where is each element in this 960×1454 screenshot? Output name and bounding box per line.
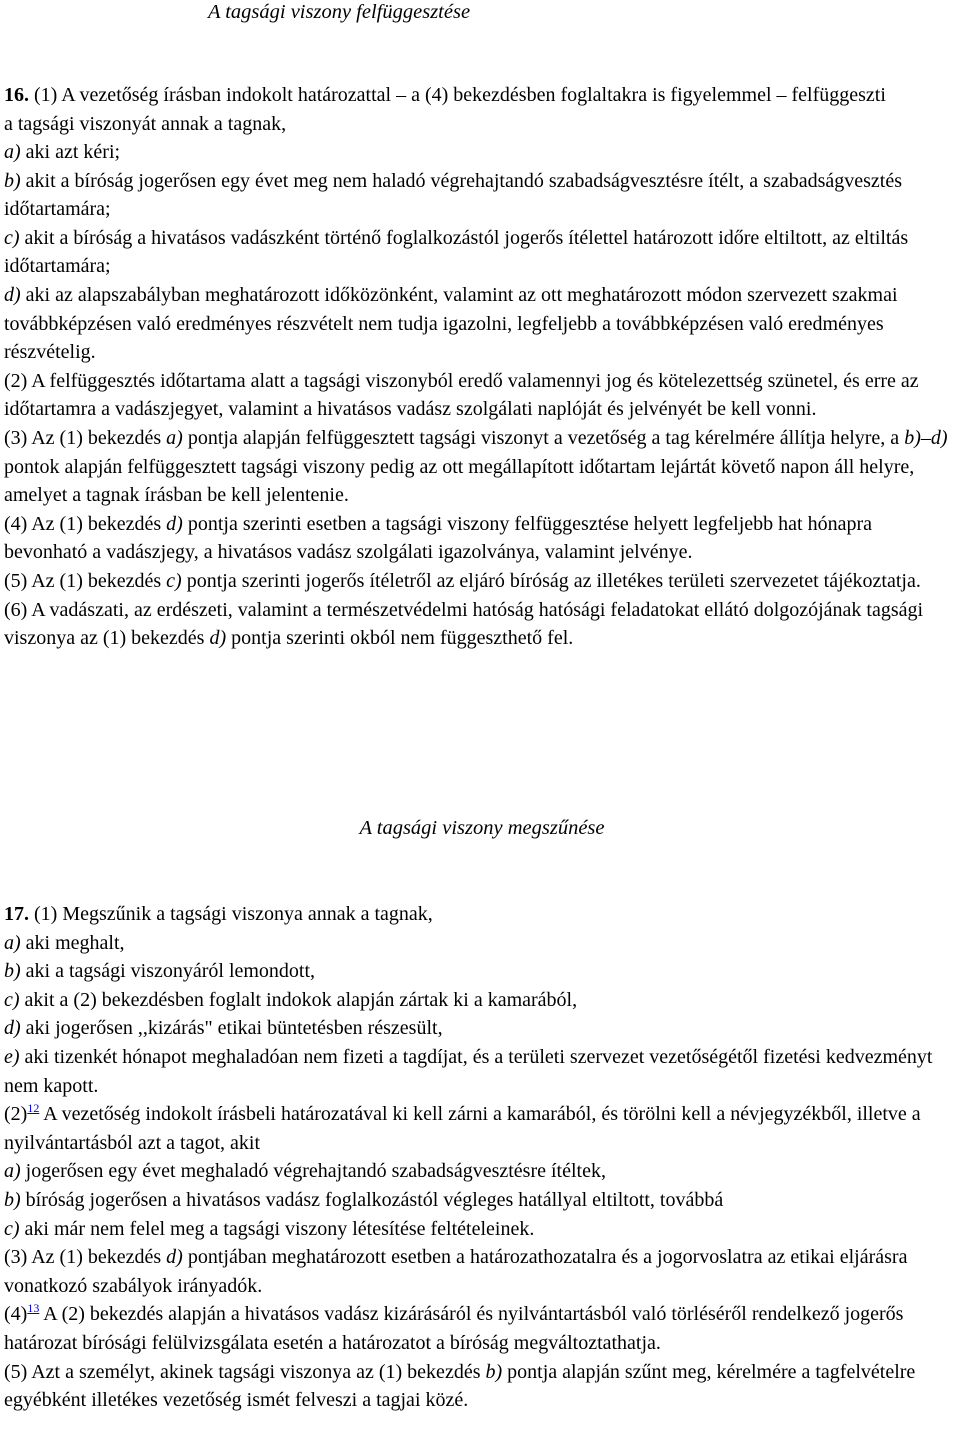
point-reference: b) — [485, 1360, 503, 1383]
point-text: aki meghalt, — [20, 931, 125, 954]
sub2-point-c — [4, 1215, 956, 1244]
point-text: aki jogerősen ,,kizárás" etikai büntetésben részesült, — [20, 1017, 443, 1040]
subsection-4 — [4, 510, 956, 567]
paragraph-17 — [4, 900, 956, 1415]
point-e — [4, 1043, 956, 1100]
point-text: aki már nem felel meg a tagsági viszony létesítése feltételeinek. — [19, 1217, 535, 1240]
point-label: b) — [4, 169, 21, 192]
point-reference: b)–d) — [904, 426, 948, 449]
point-label: c) — [4, 226, 20, 249]
sub2-point-a — [4, 1157, 956, 1186]
subsection-text: pontja alapján felfüggesztett tagsági viszonyt a vezetőség a tag kérelmére állítja helyre, a — [182, 426, 905, 449]
subsection-text: pontja alapján szűnt meg, kérelmére a tagfelvételre egyébként illetékes vezetőség ismét felveszi a tagjai közé. — [4, 1360, 916, 1412]
point-text: akit a bíróság a hivatásos vadászként történő foglalkozástól jogerős ítélettel határozott időre eltiltott, az eltiltás időtartamára; — [4, 226, 909, 278]
point-text: akit a (2) bekezdésben foglalt indokok alapján zártak ki a kamarából, — [19, 988, 578, 1011]
subsection-text: pontja szerinti jogerős ítéletről az eljáró bíróság az illetékes területi szervezetet tájékoztatja. — [181, 569, 921, 592]
subsection-text: (5) Az (1) bekezdés — [4, 569, 167, 592]
paragraph-number: 17. — [4, 903, 29, 925]
point-text: aki tizenkét hónapot meghaladóan nem fizeti a tagdíjat, és a területi szervezet vezetőségétől fizetési kedvezményt nem kapott. — [4, 1045, 933, 1097]
point-label: a) — [4, 931, 21, 954]
point-label: b) — [4, 960, 21, 983]
section-heading-termination: A tagsági viszony megszűnése — [359, 817, 605, 839]
point-label: c) — [4, 988, 20, 1011]
point-text: aki a tagsági viszonyáról lemondott, — [20, 960, 316, 983]
subsection-2: (2) A felfüggesztés időtartama alatt a tagsági viszonyból eredő valamennyi jog és kötelezettség szünetel, és erre az időtartamra a vadászjegyet, valamint a hivatásos vadász szolgálati naplóját és jelvényét be kell vonni. — [4, 369, 919, 421]
point-c — [4, 986, 956, 1015]
subsection-text: (3) Az (1) bekezdés — [4, 1246, 167, 1269]
paragraph-16 — [4, 81, 892, 138]
point-text: aki az alapszabályban meghatározott időközönként, valamint az ott meghatározott módon szervezett szakmai továbbképzésen való eredményes részvételt nem tudja igazolni, legfeljebb a továbbképzésen való eredményes részvételig. — [4, 283, 898, 364]
point-c — [4, 224, 956, 281]
section-heading-suspension: A tagsági viszony felfüggesztése — [207, 1, 471, 23]
subsection-5 — [4, 1358, 956, 1415]
point-label: a) — [4, 141, 21, 163]
point-d — [4, 281, 956, 367]
footnote-ref — [27, 1301, 39, 1315]
subsection-text: pontjában meghatározott esetben a határozathozatalra és a jogorvoslatra az etikai eljárásra vonatkozó szabályok irányadók. — [4, 1246, 908, 1297]
point-label: a) — [4, 1160, 21, 1183]
subsection-3 — [4, 424, 956, 510]
subsection-5 — [4, 567, 956, 596]
point-text: akit a bíróság jogerősen egy évet meg nem haladó végrehajtandó szabadságvesztésre ítélt, a szabadságvesztés időtartamára; — [4, 169, 902, 221]
paragraph-number: 16. — [4, 84, 29, 106]
point-text: bíróság jogerősen a hivatásos vadász foglalkozástól végleges hatállyal eltiltott, továbbá — [20, 1188, 724, 1211]
point-b — [4, 957, 956, 986]
point-label: d) — [4, 1017, 21, 1040]
point-reference: c) — [166, 569, 182, 592]
subsection-text: (3) Az (1) bekezdés — [4, 426, 167, 449]
point-reference: a) — [166, 426, 183, 449]
subsection-2 — [4, 1100, 956, 1157]
point-b — [4, 167, 956, 224]
subsection-text: A (2) bekezdés alapján a hivatásos vadász kizárásáról és nyilvántartásból való törléséről rendelkező jogerős határozat bírósági felülvizsgálata esetén a határozatot a bíróság megváltoztathatja. — [4, 1303, 904, 1354]
footnote-ref — [27, 1101, 39, 1115]
paragraph-16-points — [4, 138, 956, 653]
subsection-label: (2) — [4, 1103, 28, 1126]
paragraph-16-intro — [4, 81, 892, 138]
point-a — [4, 138, 956, 167]
paragraph-17-intro — [4, 900, 956, 929]
point-a — [4, 929, 956, 958]
footnote-link-12[interactable]: 12 — [27, 1101, 40, 1116]
paragraph-text: (1) A vezetőség írásban indokolt határozattal – a (4) bekezdésben foglaltakra is figyelemmel – felfüggeszti a tagsági viszonyát annak a tagnak, — [4, 84, 886, 135]
point-label: c) — [4, 1217, 20, 1240]
point-label: d) — [4, 283, 21, 306]
point-text: aki azt kéri; — [20, 141, 121, 163]
sub2-point-b — [4, 1186, 956, 1215]
subsection-4 — [4, 1300, 956, 1357]
subsection-text: pontja szerinti esetben a tagsági viszony felfüggesztése helyett legfeljebb hat hónapra bevonható a vadászjegy, a hivatásos vadász szolgálati igazolványa, valamint jelvénye. — [4, 512, 873, 564]
subsection-text: A vezetőség indokolt írásbeli határozatával ki kell zárni a kamarából, és törölni kell a névjegyzékből, illetve a nyilvántartásból azt a tagot, akit — [4, 1103, 921, 1154]
subsection-text: (4) Az (1) bekezdés — [4, 512, 167, 535]
point-reference: d) — [209, 627, 227, 650]
point-reference: d) — [166, 1246, 183, 1269]
subsection-text: (5) Azt a személyt, akinek tagsági viszonya az (1) bekezdés — [4, 1360, 486, 1383]
point-text: jogerősen egy évet meghaladó végrehajtandó szabadságvesztésre ítéltek, — [20, 1160, 606, 1183]
subsection-6 — [4, 596, 956, 653]
paragraph-text: (1) Megszűnik a tagsági viszonya annak a tagnak, — [29, 903, 433, 925]
subsection-3 — [4, 1243, 956, 1300]
footnote-link-13[interactable]: 13 — [27, 1301, 40, 1316]
subsection-text: (6) A vadászati, az erdészeti, valamint a természetvédelmi hatóság hatósági feladatokat ellátó dolgozójának tagsági viszonya az (1) bekezdés — [4, 598, 924, 650]
subsection-text: pontja szerinti okból nem függeszthető fel. — [226, 627, 574, 650]
point-label: b) — [4, 1188, 21, 1211]
point-d — [4, 1014, 956, 1043]
point-reference: d) — [166, 512, 183, 535]
subsection-text: pontok alapján felfüggesztett tagsági viszony pedig az ott megállapított időtartam lejártát követő napon áll helyre, amelyet a tagnak írásban be kell jelentenie. — [4, 455, 915, 507]
point-label: e) — [4, 1045, 20, 1068]
subsection-label: (4) — [4, 1303, 28, 1326]
